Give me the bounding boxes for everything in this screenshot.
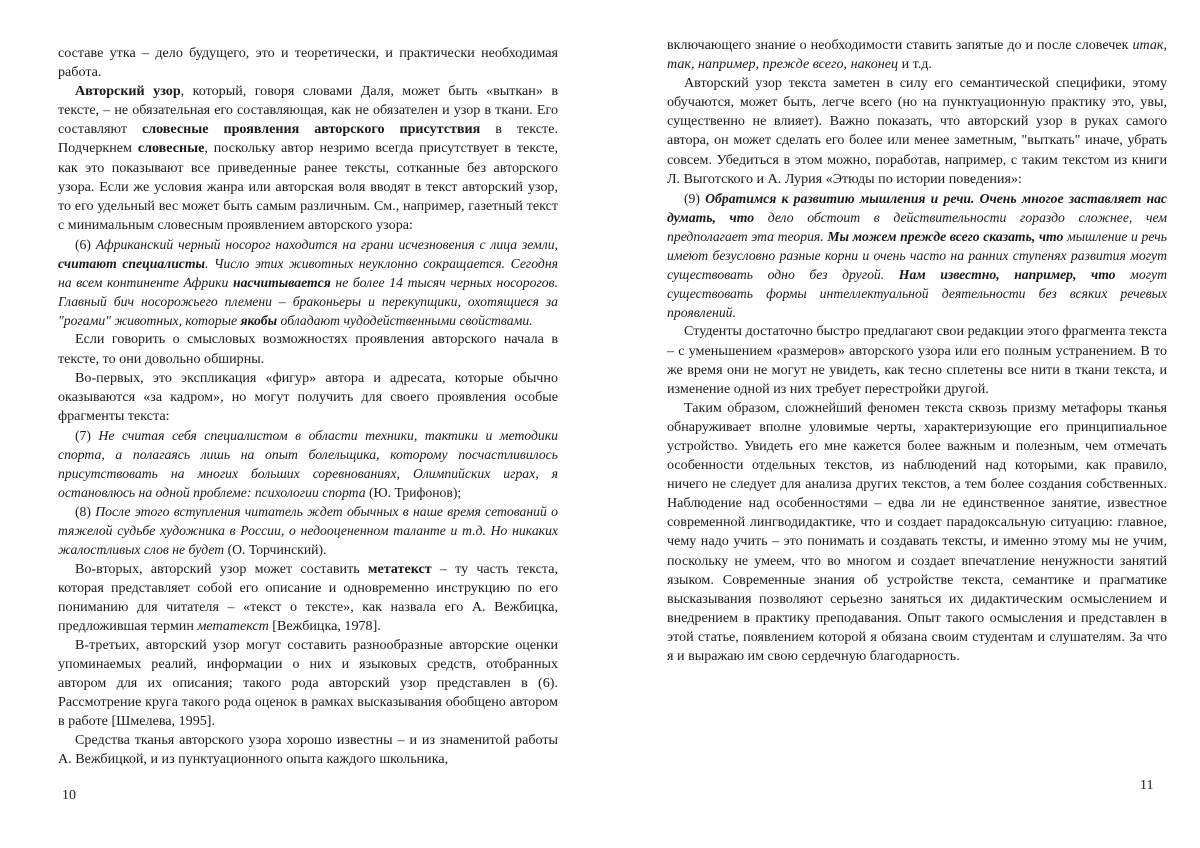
right-page-number: 11 (1140, 778, 1154, 793)
right-page (667, 36, 1167, 666)
right-page-paragraph: Таким образом, сложнейший феномен текста сквозь призму метафоры тканья обнаруживает вполне уловимые черты, характеризующие его принципиальное устройство. Увидеть его мне кажется более важным и полезным, чем отмечать особенности отдельных текстов, из наблюдений над которыми, как правило, ничего не следует для анализа других текстов, а тем более создания собственных. Наблюдение над особенностями – едва ли не единственное занятие, известное современной лингводидактике, что и создает парадоксальную ситуацию: главное, чему надо учить – это понимать и создавать тексты, и именно этому мы не учим, поскольку не умеем, что во многом и создает впечатление ненужности занятий языком. Современные знания об устройстве текста, семантике и прагматике высказывания позволяют серьезно заняться их дидактическим осмыслением и внедрением в практику преподавания. Опыт такого осмысления и представлен в этой статье, появлением которой я обязана своим студентам и слушателям. За что я и выражаю им свою сердечную благодарность. (667, 399, 1167, 664)
left-page (58, 44, 558, 770)
right-page-paragraph: Студенты достаточно быстро предлагают свои редакции этого фрагмента текста – с уменьшением «размеров» авторского узора или его полным устранением. В то же время они не могут не увидеть, как тесно сплетены все нити в ткани текста, и изменение одной из них требует перестройки другой. (667, 323, 1167, 397)
left-page-number: 10 (62, 788, 76, 803)
left-page-paragraph: Во-первых, это экспликация «фигур» автора и адресата, которые обычно оказываются «за кадром», но могут получить для своего проявления особые фрагменты текста: (58, 369, 558, 424)
right-page-paragraph: Авторский узор текста заметен в силу его семантической специфики, этому обучаются, может быть, легче всего (но на пунктуационную практику это, увы, существенно не влияет). Важно показать, что авторский узор в руках самого автора, он может сделать его более или менее заметным, "выткать" иначе, убрать совсем. Убедиться в этом можно, поработав, например, с таким текстом из книги Л. Выготского и А. Лурия «Этюды по истории поведения»: (667, 75, 1167, 187)
left-page-paragraph: Средства тканья авторского узора хорошо известны – и из знаменитой работы А. Вежбицкой, и из пунктуационного опыта каждого школьника, (58, 732, 558, 768)
left-page-paragraph: Во-вторых, авторский узор может составить метатекст – ту часть текста, которая представляет собой его описание и одновременно инструкцию по его пониманию для читателя – «текст о тексте», как назвала его А. Вежбицка, предложившая термин метатекст [Вежбицка, 1978]. (58, 560, 559, 634)
left-page-paragraph: (7) Не считая себя специалистом в области техники, тактики и методики спорта, а полагаясь лишь на опыт болельщика, которому посчастливилось присутствовать на многих больших соревнованиях, Олимпийских играх, я остановлюсь на одной проблеме: психологии спорта (Ю. Трифонов); (58, 427, 559, 501)
right-page-paragraph: (9) Обратимся к развитию мышления и речи. Очень многое заставляет нас думать, что дело обстоит в действительности гораздо сложнее, чем предполагает эта теория. Мы можем прежде всего сказать, что мышление и речь имеют безусловно разные корни и очень часто на ранних ступенях развития могут существовать одно без другой. Нам известно, например, что могут существовать формы интеллектуальной деятельности без всяких речевых проявлений. (667, 190, 1167, 321)
left-page-paragraph: (8) После этого вступления читатель ждет обычных в наше время сетований о тяжелой судьбе художника в России, о недооцененном таланте и т.д. Но никаких жалостливых слов не будет (О. Торчинский). (58, 504, 558, 558)
left-page-paragraph: Авторский узор, который, говоря словами Даля, может быть «выткан» в тексте, – не обязательная его составляющая, как не обязателен и узор в ткани. Его составляют словесные проявления авторского присутствия в тексте. Подчеркнем словесные, поскольку автор незримо всегда присутствует в тексте, как это показывают все приведенные ранее тексты, сотканные без авторского узора. Если же условия жанра или авторская воля вводят в текст авторский узор, то его удельный вес может быть самым различным. См., например, газетный текст с минимальным словесным проявлением авторского узора: (58, 83, 559, 233)
left-page-paragraph: Если говорить о смысловых возможностях проявления авторского начала в тексте, то они довольно обширны. (58, 331, 558, 367)
left-page-paragraph: составе утка – дело будущего, это и теоретически, и практически необходимая работа. (58, 45, 558, 81)
right-page-paragraph: включающего знание о необходимости ставить запятые до и после словечек итак, так, например, прежде всего, наконец и т.д. (667, 37, 1167, 73)
left-page-paragraph: (6) Африканский черный носорог находится на грани исчезновения с лица земли, считают специалисты. Число этих животных неуклонно сокращается. Сегодня на всем континенте Африки насчитывается не более 14 тысяч черных носорогов. Главный бич носорожьего племени – браконьеры и перекупщики, охотящиеся за "рогами" животных, которые якобы обладают чудодейственными свойствами. (58, 236, 558, 329)
left-page-paragraph: В-третьих, авторский узор могут составить разнообразные авторские оценки упоминаемых реалий, информации о них и языковых средств, отобранных автором для их описания; такого рода авторский узор представлен в (6). Рассмотрение круга такого рода оценок в рамках высказывания обобщено автором в работе [Шмелева, 1995]. (58, 636, 558, 730)
